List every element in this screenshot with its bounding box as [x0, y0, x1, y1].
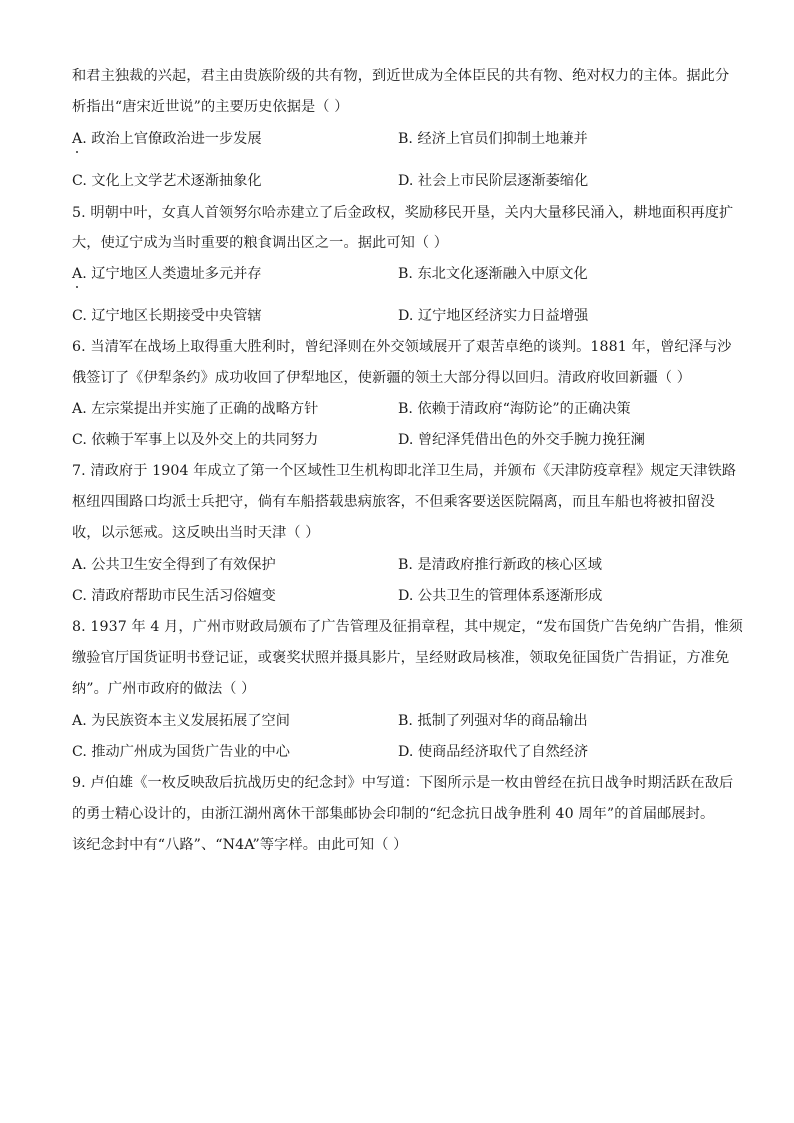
intro-line-1: 和君主独裁的兴起，君主由贵族阶级的共有物，到近世成为全体臣民的共有物、绝对权力的主体。据此分	[72, 68, 730, 84]
q6-option-b: B. 依赖于清政府“海防论”的正确决策	[398, 401, 631, 417]
q7-option-b: B. 是清政府推行新政的核心区域	[398, 557, 602, 573]
q9-stem-line-3: 该纪念封中有“八路”、“N4A”等字样。由此可知（ ）	[72, 837, 408, 853]
q6-stem-line-2: 俄签订了《伊犁条约》成功收回了伊犁地区，使新疆的领土大部分得以回归。清政府收回新疆（ ）	[72, 370, 691, 386]
intro-line-2: 析指出“唐宋近世说”的主要历史依据是（ ）	[72, 99, 349, 115]
q8-option-c: C. 推动广州成为国货广告业的中心	[72, 744, 290, 760]
q8-stem-line-2: 缴验官厅国货证明书登记证，或褒奖状照并摄具影片，呈经财政局核准，领取免征国货广告捐证，方准免	[72, 650, 730, 666]
q5-stem-line-1: 5. 明朝中叶，女真人首领努尔哈赤建立了后金政权，奖励移民开垦，关内大量移民涌入，耕地面积再度扩	[72, 205, 734, 221]
q9-stem-line-2: 的勇士精心设计的，由浙江湖州离休干部集邮协会印制的“纪念抗日战争胜利 40 周年”的首届邮展封。	[72, 806, 715, 822]
q7-stem-line-1: 7. 清政府于 1904 年成立了第一个区域性卫生机构即北洋卫生局，并颁布《天津防疫章程》规定天津铁路	[72, 463, 737, 479]
q7-stem-line-3: 收，以示惩戒。这反映出当时天津（ ）	[72, 525, 320, 541]
q6-stem-line-1: 6. 当清军在战场上取得重大胜利时，曾纪泽则在外交领域展开了艰苦卓绝的谈判。1881 年，曾纪泽与沙	[72, 339, 732, 355]
q8-option-b: B. 抵制了列强对华的商品输出	[398, 713, 588, 729]
q5-stem-line-2: 大，使辽宁成为当时重要的粮食调出区之一。据此可知（ ）	[72, 235, 449, 251]
q7-option-c: C. 清政府帮助市民生活习俗嬗变	[72, 588, 276, 604]
q8-stem-line-3: 纳”。广州市政府的做法（ ）	[72, 681, 256, 697]
q6-option-c: C. 依赖于军事上以及外交上的共同努力	[72, 432, 319, 448]
q5-option-a: A. 辽宁地区人类遗址多元并存	[72, 266, 262, 282]
q6-option-a: A. 左宗棠提出并实施了正确的战略方针	[72, 401, 319, 417]
q7-option-a: A. 公共卫生安全得到了有效保护	[72, 557, 276, 573]
q8-option-d: D. 使商品经济取代了自然经济	[398, 744, 589, 760]
q5-option-b: B. 东北文化逐渐融入中原文化	[398, 266, 588, 282]
q6-option-d: D. 曾纪泽凭借出色的外交手腕力挽狂澜	[398, 432, 645, 448]
q4-option-d: D. 社会上市民阶层逐渐萎缩化	[398, 173, 589, 189]
q9-stem-line-1: 9. 卢伯雄《一枚反映敌后抗战历史的纪念封》中写道：下图所示是一枚由曾经在抗日战争时期活跃在敌后	[72, 775, 734, 791]
q4-option-a: A. 政治上官僚政治进一步发展	[72, 131, 262, 147]
q8-option-a: A. 为民族资本主义发展拓展了空间	[72, 713, 290, 729]
q4-option-c: C. 文化上文学艺术逐渐抽象化	[72, 173, 262, 189]
q7-stem-line-2: 枢纽四围路口均派士兵把守，倘有车船搭载患病旅客，不但乘客要送医院隔离，而且车船也将被扣留没	[72, 494, 715, 510]
stray-dot	[76, 151, 78, 153]
q4-option-b: B. 经济上官员们抑制土地兼并	[398, 131, 588, 147]
stray-dot	[76, 286, 78, 288]
q8-stem-line-1: 8. 1937 年 4 月，广州市财政局颁布了广告管理及征捐章程，其中规定，“发布国货广告免纳广告捐，惟须	[72, 619, 743, 635]
q5-option-d: D. 辽宁地区经济实力日益增强	[398, 308, 589, 324]
q7-option-d: D. 公共卫生的管理体系逐渐形成	[398, 588, 603, 604]
q5-option-c: C. 辽宁地区长期接受中央管辖	[72, 308, 262, 324]
